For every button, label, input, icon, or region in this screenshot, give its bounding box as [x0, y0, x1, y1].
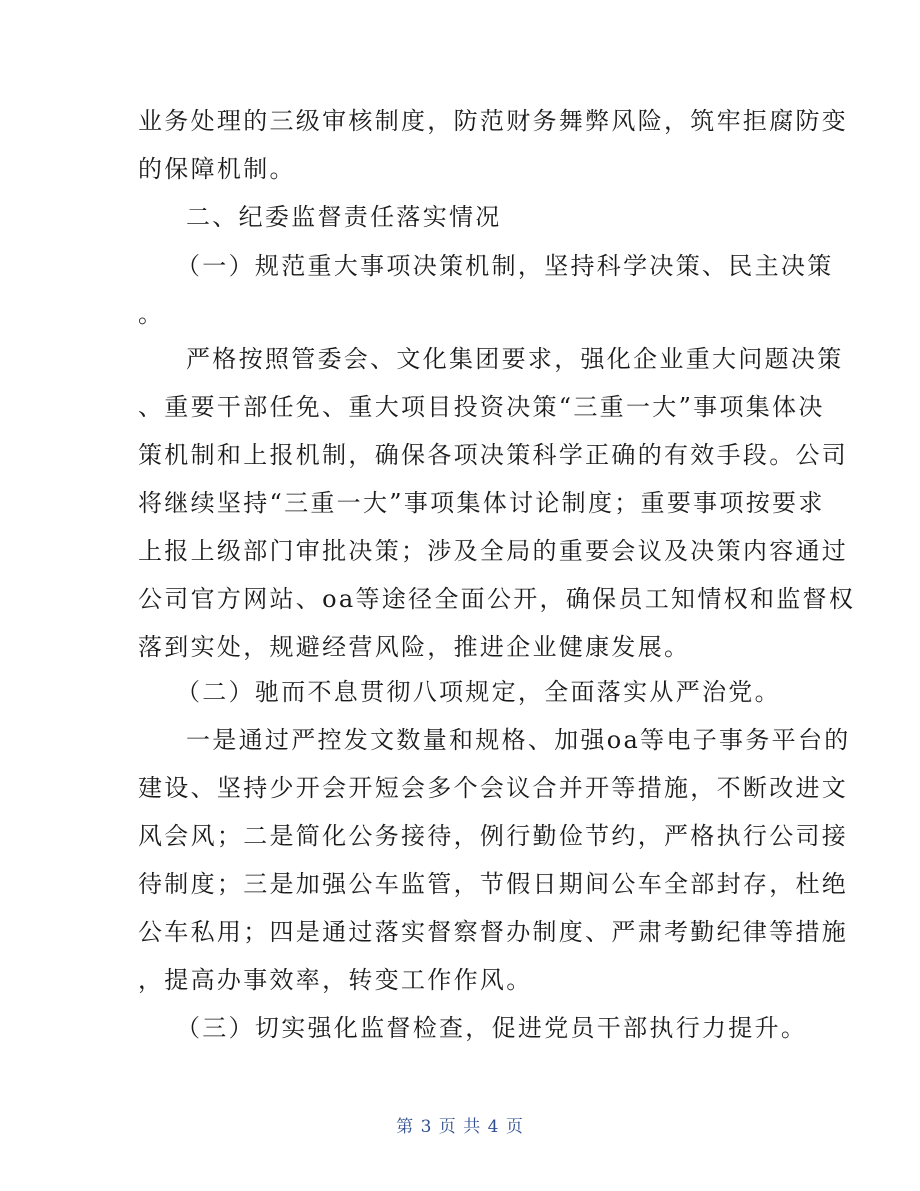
- body-text-line: 。: [138, 300, 165, 328]
- body-text-line: ，提高办事效率，转变工作作风。: [138, 966, 533, 994]
- body-text-line: 建设、坚持少开会开短会多个会议合并开等措施，不断改进文: [138, 774, 849, 802]
- page-number-footer: 第 3 页 共 4 页: [396, 1117, 524, 1137]
- section-heading: 二、纪委监督责任落实情况: [186, 203, 502, 231]
- body-text-line: 上报上级部门审批决策；涉及全局的重要会议及决策内容通过: [138, 537, 849, 565]
- body-text-line: 业务处理的三级审核制度，防范财务舞弊风险，筑牢拒腐防变: [138, 107, 849, 135]
- body-text-line: 的保障机制。: [138, 155, 296, 183]
- subsection-heading: （一）规范重大事项决策机制，坚持科学决策、民主决策: [176, 252, 834, 280]
- body-text-line: 风会风；二是简化公务接待，例行勤俭节约，严格执行公司接: [138, 822, 849, 850]
- body-text-line: 将继续坚持“三重一大”事项集体讨论制度；重要事项按要求: [138, 489, 825, 517]
- body-text-line: 策机制和上报机制，确保各项决策科学正确的有效手段。公司: [138, 441, 849, 469]
- body-text-line: 待制度；三是加强公车监管，节假日期间公车全部封存，杜绝: [138, 870, 849, 898]
- body-text-line: 严格按照管委会、文化集团要求，强化企业重大问题决策: [186, 345, 844, 373]
- body-text-line: 公司官方网站、oa等途径全面公开，确保员工知情权和监督权: [138, 585, 856, 613]
- body-text-line: 一是通过严控发文数量和规格、加强oa等电子事务平台的: [186, 726, 851, 754]
- body-text-line: 、重要干部任免、重大项目投资决策“三重一大”事项集体决: [138, 393, 825, 421]
- subsection-heading: （二）驰而不息贯彻八项规定，全面落实从严治党。: [176, 678, 781, 706]
- body-text-line: 公车私用；四是通过落实督察督办制度、严肃考勤纪律等措施: [138, 918, 849, 946]
- subsection-heading: （三）切实强化监督检查，促进党员干部执行力提升。: [176, 1014, 808, 1042]
- body-text-line: 落到实处，规避经营风险，推进企业健康发展。: [138, 633, 691, 661]
